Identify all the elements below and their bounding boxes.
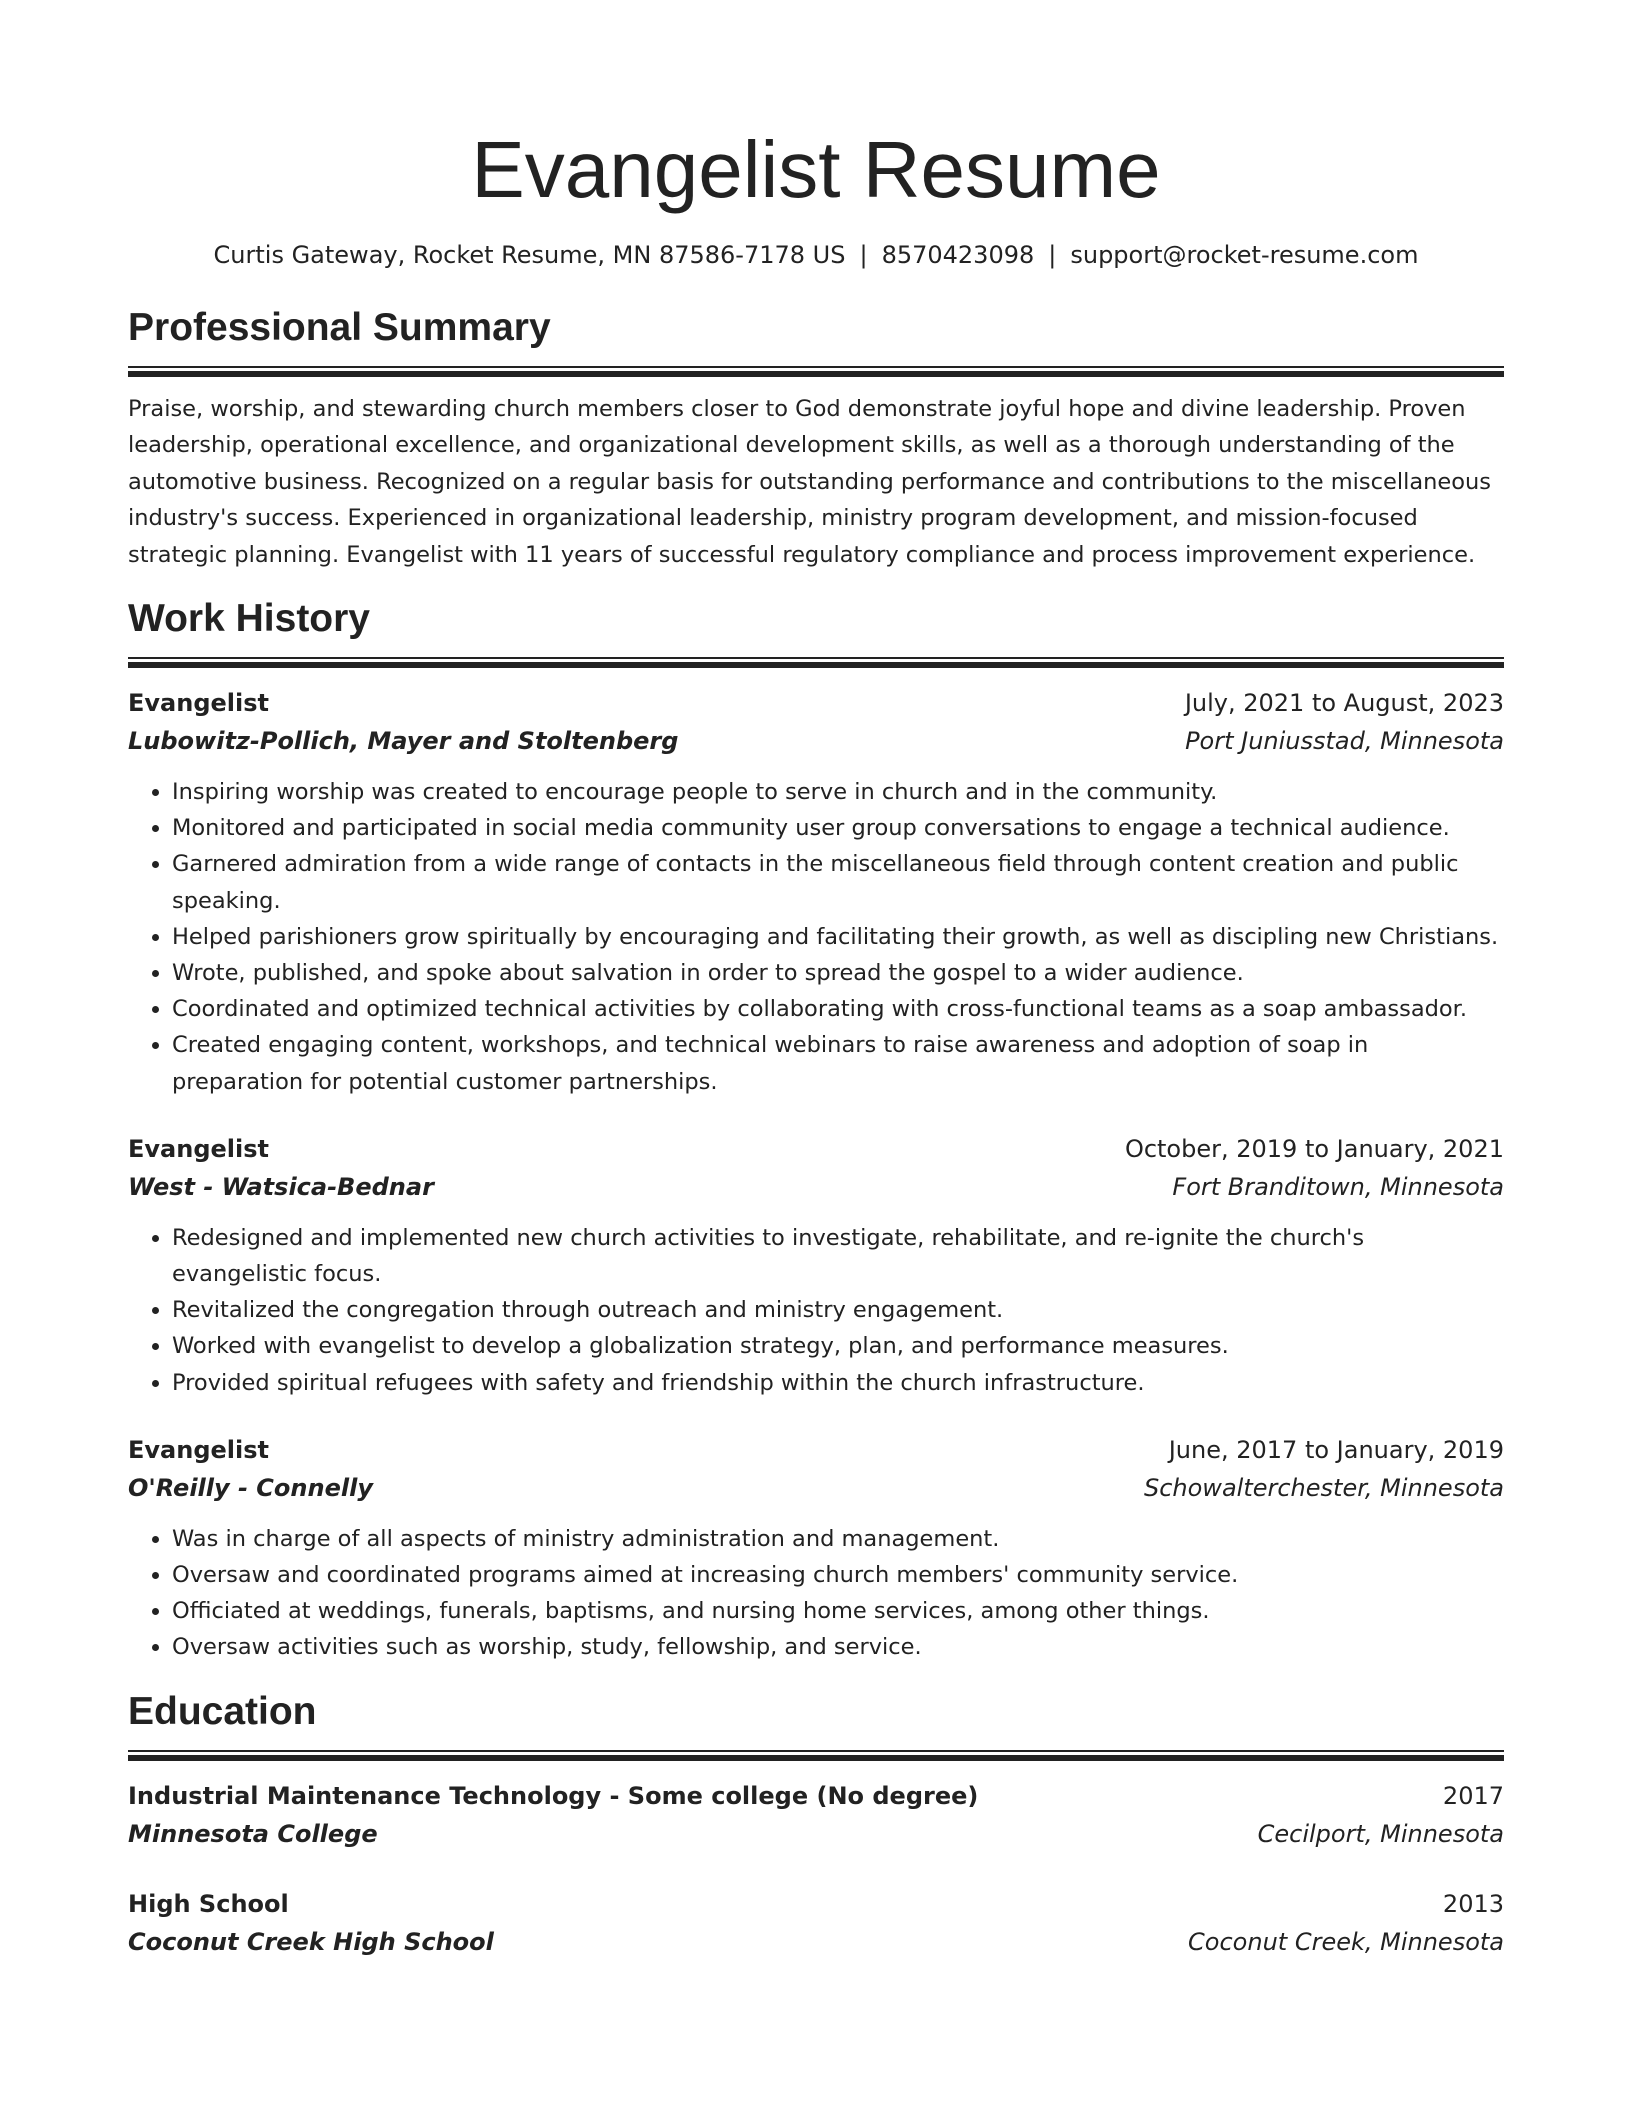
list-item: • Monitored and participated in social media community user group conversations to engage a technical audience. [172, 810, 1504, 846]
list-item: • Provided spiritual refugees with safety and friendship within the church infrastructure. [172, 1365, 1504, 1401]
job-role: Evangelist [128, 1435, 269, 1464]
job-subheader [128, 1168, 1504, 1206]
list-item: • Worked with evangelist to develop a globalization strategy, plan, and performance measures. [172, 1328, 1504, 1364]
list-item: • Officiated at weddings, funerals, baptisms, and nursing home services, among other things. [172, 1593, 1504, 1629]
job-entry [128, 684, 1504, 1100]
summary-section [128, 304, 1504, 573]
education-location: Cecilport, Minnesota [1257, 1819, 1504, 1848]
job-subheader [128, 1469, 1504, 1507]
job-entry [128, 1130, 1504, 1401]
education-year: 2017 [1442, 1781, 1504, 1810]
list-item: • Wrote, published, and spoke about salvation in order to spread the gospel to a wider audience. [172, 955, 1504, 991]
summary-text: Praise, worship, and stewarding church members closer to God demonstrate joyful hope and divine leadership. Proven leadership, operational excellence, and organizational development skills, as well as a thorough understanding of the automotive business. Recognized on a regular basis for outstanding performance and contributions to the miscellaneous industry's success. Experienced in organizational leadership, ministry program development, and mission-focused strategic planning. Evangelist with 11 years of successful regulatory compliance and process improvement experience. [128, 396, 1491, 568]
education-subheader [128, 1815, 1504, 1853]
job-location: Port Juniusstad, Minnesota [1185, 727, 1504, 756]
job-dates: June, 2017 to January, 2019 [1168, 1435, 1504, 1464]
list-item: • Oversaw activities such as worship, study, fellowship, and service. [172, 1629, 1504, 1665]
education-entry [128, 1777, 1504, 1853]
education-header [128, 1777, 1504, 1815]
job-role: Evangelist [128, 1134, 269, 1163]
job-company: West - Watsica-Bednar [128, 1172, 434, 1201]
job-bullets [128, 1220, 1504, 1401]
contact-separator: | [1048, 241, 1057, 269]
education-school: Coconut Creek High School [128, 1927, 494, 1956]
job-location: Fort Branditown, Minnesota [1172, 1172, 1504, 1201]
education-location: Coconut Creek, Minnesota [1188, 1927, 1504, 1956]
list-item: • Inspiring worship was created to encourage people to serve in church and in the community. [172, 774, 1504, 810]
job-entry [128, 1431, 1504, 1666]
list-item: • Coordinated and optimized technical activities by collaborating with cross-functional teams as a soap ambassador. [172, 991, 1504, 1027]
contact-phone: 8570423098 [881, 241, 1035, 269]
education-header [128, 1885, 1504, 1923]
education-subheader [128, 1923, 1504, 1961]
section-divider [128, 366, 1504, 377]
education-heading: Education [128, 1689, 317, 1733]
list-item: • Was in charge of all aspects of ministry administration and management. [172, 1521, 1504, 1557]
job-dates: July, 2021 to August, 2023 [1184, 689, 1504, 718]
education-degree: High School [128, 1889, 289, 1918]
work-history-section [128, 595, 1504, 1666]
summary-heading: Professional Summary [128, 306, 551, 349]
list-item: • Helped parishioners grow spiritually by encouraging and facilitating their growth, as well as discipling new Christians. [172, 919, 1504, 955]
job-header [128, 1130, 1504, 1168]
education-entry [128, 1885, 1504, 1961]
education-degree: Industrial Maintenance Technology - Some college (No degree) [128, 1781, 979, 1810]
education-year: 2013 [1442, 1889, 1504, 1918]
job-bullets [128, 1521, 1504, 1666]
list-item: • Oversaw and coordinated programs aimed at increasing church members' community service. [172, 1557, 1504, 1593]
education-section [128, 1688, 1504, 1961]
job-company: Lubowitz-Pollich, Mayer and Stoltenberg [128, 727, 679, 756]
job-location: Schowalterchester, Minnesota [1143, 1473, 1504, 1502]
section-divider [128, 657, 1504, 668]
job-company: O'Reilly - Connelly [128, 1473, 373, 1502]
page-title: Evangelist Resume [471, 125, 1161, 214]
job-header [128, 1431, 1504, 1469]
job-role: Evangelist [128, 689, 269, 718]
contact-line [128, 240, 1504, 270]
contact-email[interactable]: support@rocket-resume.com [1070, 241, 1419, 269]
list-item: • Revitalized the congregation through outreach and ministry engagement. [172, 1292, 1504, 1328]
section-divider [128, 1750, 1504, 1761]
job-subheader [128, 722, 1504, 760]
contact-separator: | [859, 241, 868, 269]
job-dates: October, 2019 to January, 2021 [1124, 1134, 1504, 1163]
work-history-heading: Work History [128, 597, 370, 641]
list-item: • Garnered admiration from a wide range of contacts in the miscellaneous field through content creation and public speaking. [172, 846, 1504, 918]
list-item: • Redesigned and implemented new church activities to investigate, rehabilitate, and re-ignite the church's evangelistic focus. [172, 1220, 1504, 1292]
contact-address: Curtis Gateway, Rocket Resume, MN 87586-7178 US [213, 241, 846, 269]
job-header [128, 684, 1504, 722]
education-school: Minnesota College [128, 1819, 378, 1848]
list-item: • Created engaging content, workshops, and technical webinars to raise awareness and adoption of soap in preparation for potential customer partnerships. [172, 1027, 1504, 1099]
job-bullets [128, 774, 1504, 1100]
